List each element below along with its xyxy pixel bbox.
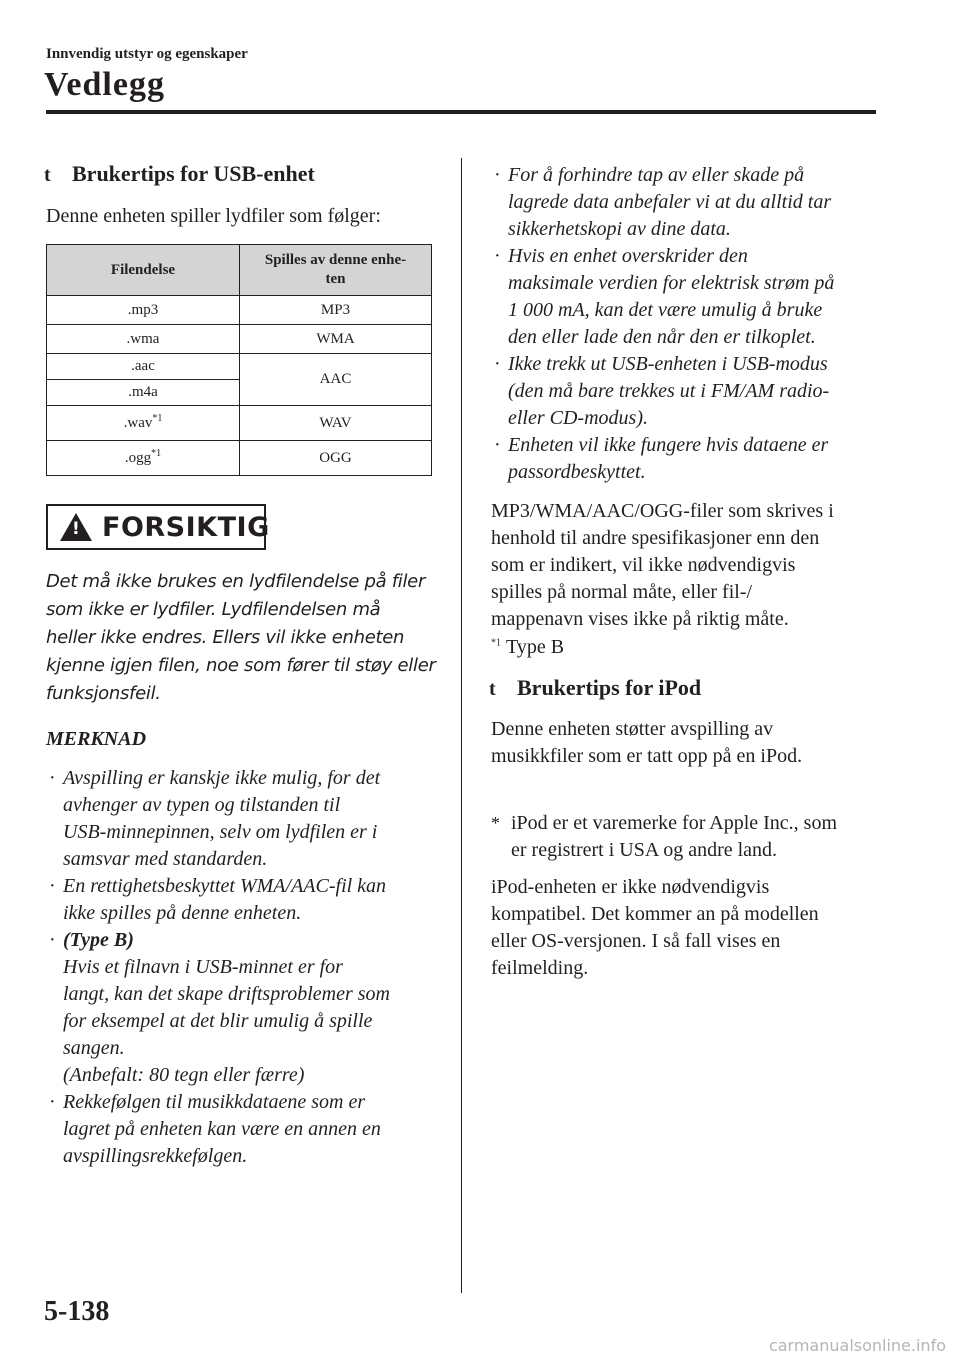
- table-cell-extension: .aac: [47, 354, 240, 380]
- trademark-note: * iPod er et varemerke for Apple Inc., som er registrert i USA og andre land.: [491, 812, 838, 861]
- table-row: [47, 441, 432, 476]
- table-header-playback: Spilles av denne enhe- ten: [240, 245, 432, 296]
- header-subtitle: Innvendig utstyr og egenskaper: [46, 46, 248, 62]
- caution-badge: [46, 504, 270, 550]
- file-format-table: [46, 244, 432, 476]
- section-marker-icon: t: [489, 678, 496, 700]
- column-divider: [461, 158, 462, 1293]
- list-item: · Ikke trekk ut USB-enheten i USB-modus (den må bare trekkes ut i FM/AM radio- eller CD-modus).: [494, 353, 830, 429]
- table-cell-format: OGG: [240, 441, 432, 476]
- table-row: [47, 354, 432, 380]
- table-header-extension: Filendelse: [47, 245, 240, 296]
- ipod-heading-text: Brukertips for iPod: [517, 675, 702, 700]
- note-list-right: [491, 162, 891, 486]
- table-row: [47, 296, 432, 325]
- table-cell-extension: .m4a: [47, 380, 240, 406]
- section-marker-icon: t: [44, 164, 51, 186]
- list-item: · Avspilling er kanskje ikke mulig, for det avhenger av typen og tilstanden til USB-minnepinnen, selv om lydfilen er i samsvar med standarden.: [49, 767, 381, 870]
- header-rule: [46, 110, 876, 114]
- table-cell-format: WAV: [240, 406, 432, 441]
- page-number: 5-138: [44, 1296, 110, 1327]
- compat-paragraph: MP3/WMA/AAC/OGG-filer som skrives i henhold til andre spesifikasjoner enn den som er indikert, vil ikke nødvendigvis spilles på normal måte, eller fil-/ mappenavn vises ikke på riktig måte.: [491, 500, 834, 630]
- page-title: Vedlegg: [44, 66, 165, 103]
- table-cell-extension: .wma: [47, 325, 240, 354]
- list-item: · Rekkefølgen til musikkdataene som er lagret på enheten kan være en annen en avspillingsrekkefølgen.: [49, 1091, 381, 1167]
- caution-text: Det må ikke brukes en lydfilendelse på filer som ikke er lydfiler. Lydfilendelsen må heller ikke endres. Ellers vil ikke enheten kjenne igjen filen, noe som fører til støy eller funksjonsfeil.: [46, 571, 436, 704]
- footnote-text: Type B: [506, 636, 565, 658]
- table-row: [47, 406, 432, 441]
- table-cell-format: WMA: [240, 325, 432, 354]
- note-list-left: [46, 765, 446, 1170]
- list-item: · Hvis en enhet overskrider den maksimale verdien for elektrisk strøm på 1 000 mA, kan det være umulig å bruke den eller lade den når den er tilkoplet.: [494, 245, 835, 348]
- watermark: carmanualsonline.info: [768, 1336, 946, 1355]
- list-item: · (Type B) Hvis et filnavn i USB-minnet er for langt, kan det skape driftsproblemer som for eksempel at det blir umulig å spille sangen. (Anbefalt: 80 tegn eller færre): [49, 929, 391, 1086]
- footnote-mark: *1: [491, 637, 501, 649]
- table-cell-extension: .ogg$^{*1}$: [47, 441, 240, 476]
- table-header-row: [47, 245, 432, 296]
- footnote-ref: *1: [152, 412, 163, 424]
- table-cell-format: MP3: [240, 296, 432, 325]
- list-item: · En rettighetsbeskyttet WMA/AAC-fil kan ikke spilles på denne enheten.: [49, 875, 387, 924]
- list-item: · Enheten vil ikke fungere hvis dataene er passordbeskyttet.: [494, 434, 829, 483]
- footnote-ref: *1: [151, 447, 162, 459]
- ipod-section-heading: [489, 674, 701, 703]
- usb-intro: Denne enheten spiller lydfiler som følger:: [46, 205, 381, 227]
- usb-section-heading: [44, 160, 315, 189]
- table-cell-extension: .mp3: [47, 296, 240, 325]
- footnote: [491, 634, 564, 661]
- asterisk-icon: *: [491, 813, 500, 833]
- table-cell-format: AAC: [240, 354, 432, 406]
- caution-label: FORSIKTIG: [102, 511, 270, 543]
- note-heading: MERKNAD: [46, 728, 147, 750]
- warning-triangle-icon: !: [60, 513, 92, 541]
- usb-heading-text: Brukertips for USB-enhet: [72, 161, 315, 186]
- table-row: [47, 325, 432, 354]
- table-cell-extension: .wav$^{*1}$: [47, 406, 240, 441]
- ipod-compat-paragraph: iPod-enheten er ikke nødvendigvis kompatibel. Det kommer an på modellen eller OS-versjonen. I så fall vises en feilmelding.: [491, 876, 819, 979]
- list-item: · For å forhindre tap av eller skade på lagrede data anbefaler vi at du alltid tar sikkerhetskopi av dine data.: [494, 164, 832, 240]
- ipod-intro: Denne enheten støtter avspilling av musikkfiler som er tatt opp på en iPod.: [491, 718, 803, 767]
